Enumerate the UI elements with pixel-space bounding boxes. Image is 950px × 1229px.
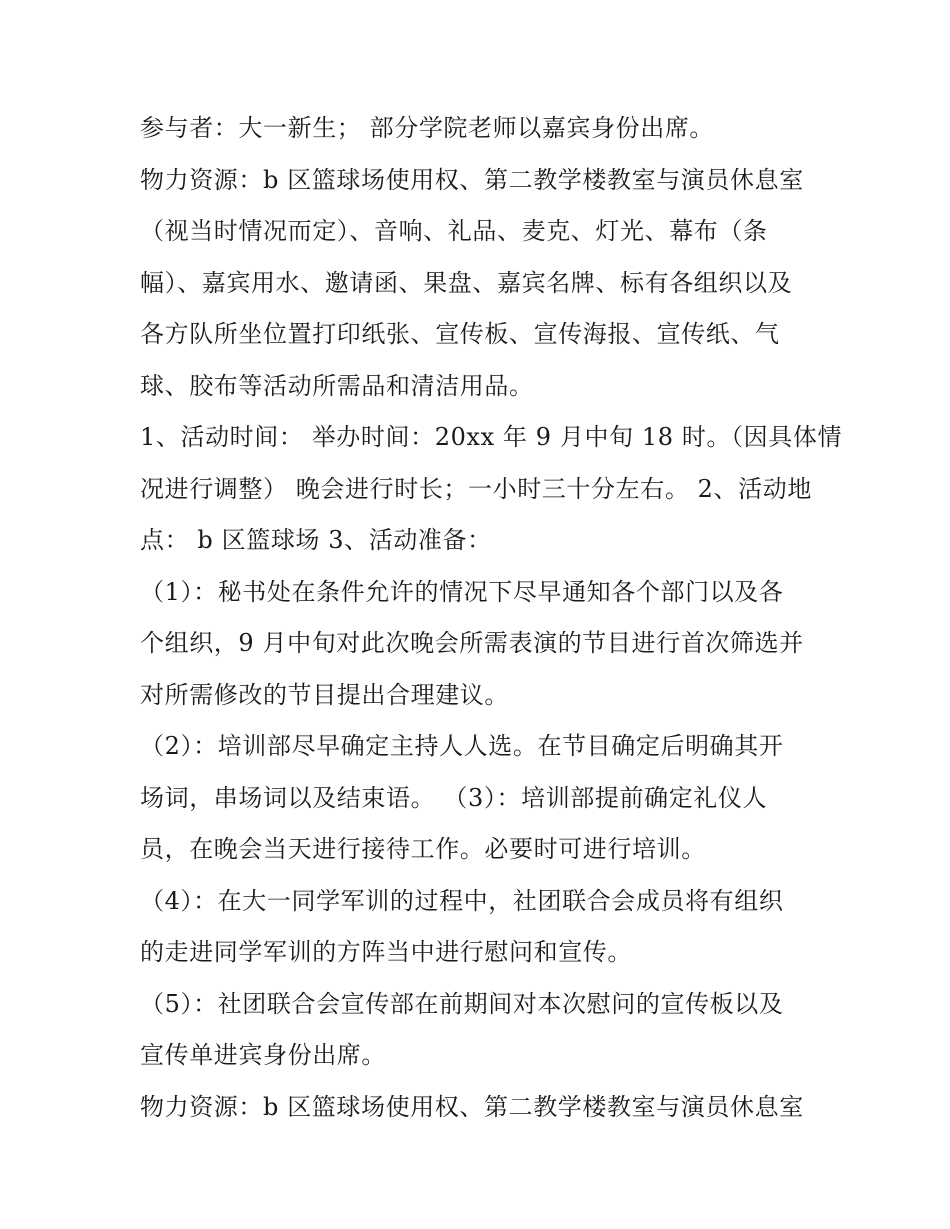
text-line: （2）：培训部尽早确定主持人人选。在节目确定后明确其开 <box>140 732 784 760</box>
paragraph-participants <box>140 103 820 155</box>
paragraph-step-4 <box>140 876 820 979</box>
text-line: 各方队所坐位置打印纸张、宣传板、宣传海报、宣传纸、气 <box>140 320 780 348</box>
paragraph-step-5 <box>140 979 820 1082</box>
text-line: 球、胶布等活动所需品和清洁用品。 <box>140 371 534 400</box>
paragraph-step-1 <box>140 567 820 722</box>
text-line: 幅）、嘉宾用水、邀请函、果盘、嘉宾名牌、标有各组织以及 <box>140 268 793 297</box>
text-line: 个组织，9 月中旬对此次晚会所需表演的节目进行首次筛选并 <box>140 629 804 657</box>
paragraph-material-resources-repeat <box>140 1082 820 1134</box>
paragraph-step-2-3 <box>140 721 820 876</box>
text-line: 1、活动时间： 举办时间：20xx 年 9 月中旬 18 时。（因具体情 <box>140 423 843 451</box>
paragraph-material-resources <box>140 155 820 413</box>
paragraph-activity-time <box>140 412 843 567</box>
text-line: （1）：秘书处在条件允许的情况下尽早通知各个部门以及各 <box>140 577 784 606</box>
text-line: 员，在晚会当天进行接待工作。必要时可进行培训。 <box>140 835 706 863</box>
document-body <box>140 103 843 1133</box>
text-line: （视当时情况而定）、音响、礼品、麦克、灯光、幕布（条 <box>140 217 768 245</box>
text-line: 宣传单进宾身份出席。 <box>140 1041 386 1069</box>
text-line: 场词，串场词以及结束语。 （3）：培训部提前确定礼仪人 <box>140 783 768 812</box>
text-line: 物力资源：b 区篮球场使用权、第二教学楼教室与演员休息室 <box>140 1092 804 1121</box>
text-line: 参与者：大一新生； 部分学院老师以嘉宾身份出席。 <box>140 114 715 142</box>
text-line: 对所需修改的节目提出合理建议。 <box>140 680 509 709</box>
text-line: （5）：社团联合会宣传部在前期间对本次慰问的宣传板以及 <box>140 989 784 1018</box>
text-line: （4）：在大一同学军训的过程中，社团联合会成员将有组织 <box>140 886 784 915</box>
text-line: 况进行调整） 晚会进行时长；一小时三十分左右。 2、活动地 <box>140 474 812 503</box>
text-line: 物力资源：b 区篮球场使用权、第二教学楼教室与演员休息室 <box>140 165 804 194</box>
text-line: 的走进同学军训的方阵当中进行慰问和宣传。 <box>140 938 632 966</box>
text-line: 点： b 区篮球场 3、活动准备： <box>140 526 492 554</box>
